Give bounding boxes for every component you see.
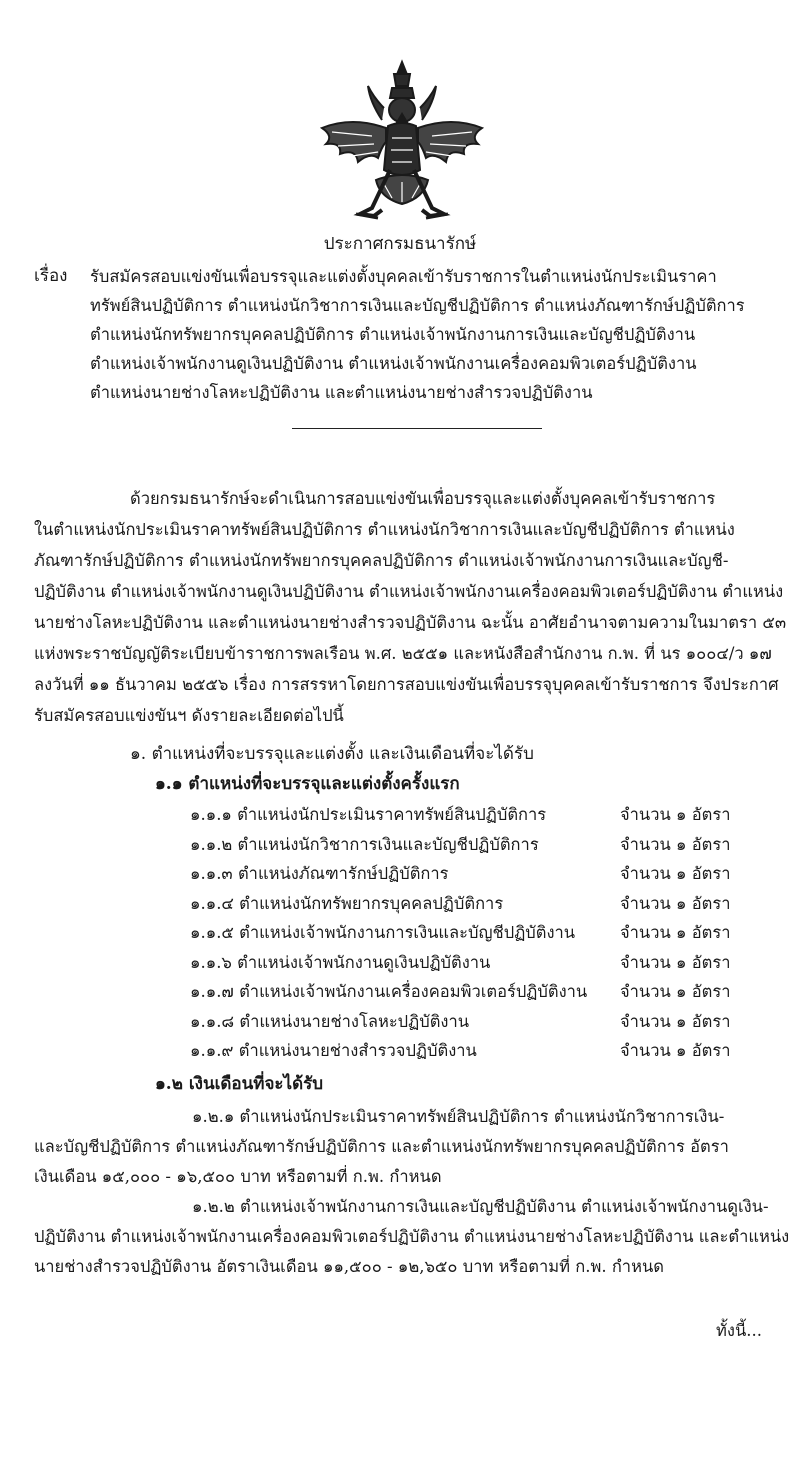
divider-line: [292, 428, 542, 429]
position-name: ๑.๑.๓ ตำแหน่งภัณฑารักษ์ปฏิบัติการ: [190, 864, 449, 883]
position-row: [190, 948, 770, 978]
position-name: ๑.๑.๖ ตำแหน่งเจ้าพนักงานดูเงินปฏิบัติงาน: [190, 952, 491, 972]
position-name: ๑.๑.๔ ตำแหน่งนักทรัพยากรบุคคลปฏิบัติการ: [190, 893, 504, 913]
position-row: [190, 830, 770, 860]
salary-line: ๑.๒.๑ ตำแหน่งนักประเมินราคาทรัพย์สินปฏิบัติการ ตำแหน่งนักวิชาการเงิน-: [192, 1107, 725, 1126]
subsection-heading-salary: ๑.๒ เงินเดือนที่จะได้รับ: [155, 1074, 324, 1094]
intro-line: ภัณฑารักษ์ปฏิบัติการ ตำแหน่งนักทรัพยากรบุคคลปฏิบัติการ ตำแหน่งเจ้าพนักงานการเงินและบัญชี-: [34, 551, 729, 570]
position-count: จำนวน ๑ อัตรา: [620, 805, 731, 824]
position-name: ๑.๑.๑ ตำแหน่งนักประเมินราคาทรัพย์สินปฏิบัติการ: [190, 805, 547, 824]
salary-line: และบัญชีปฏิบัติการ ตำแหน่งภัณฑารักษ์ปฏิบัติการ และตำแหน่งนักทรัพยากรบุคคลปฏิบัติการ อัตรา: [34, 1137, 729, 1156]
position-count: จำนวน ๑ อัตรา: [620, 834, 731, 854]
intro-line: ปฏิบัติงาน ตำแหน่งเจ้าพนักงานดูเงินปฏิบัติงาน ตำแหน่งเจ้าพนักงานเครื่องคอมพิวเตอร์ปฏิบัติงาน ตำแหน่ง: [34, 582, 784, 601]
position-row: [190, 918, 770, 948]
salary-paragraph-2: [34, 1192, 790, 1282]
position-row: [190, 800, 770, 830]
position-count: จำนวน ๑ อัตรา: [620, 893, 731, 913]
position-name: ๑.๑.๙ ตำแหน่งนายช่างสำรวจปฏิบัติงาน: [190, 1041, 477, 1060]
position-count: จำนวน ๑ อัตรา: [620, 982, 731, 1001]
position-name: ๑.๑.๕ ตำแหน่งเจ้าพนักงานการเงินและบัญชีปฏิบัติงาน: [190, 923, 576, 942]
position-row: [190, 977, 770, 1007]
intro-line: นายช่างโลหะปฏิบัติงาน และตำแหน่งนายช่างสำรวจปฏิบัติงาน ฉะนั้น อาศัยอำนาจตามความในมาตรา ๕๓: [34, 613, 787, 632]
continuation-text: ทั้งนี้...: [716, 1321, 762, 1340]
subject-line: รับสมัครสอบแข่งขันเพื่อบรรจุและแต่งตั้งบุคคลเข้ารับราชการในตำแหน่งนักประเมินราคา: [90, 267, 717, 286]
intro-line: แห่งพระราชบัญญัติระเบียบข้าราชการพลเรือน พ.ศ. ๒๕๕๑ และหนังสือสำนักงาน ก.พ. ที่ นร ๑๐๐๔/ว ๑๗: [34, 644, 772, 663]
subject-text: [90, 262, 780, 407]
salary-line: นายช่างสำรวจปฏิบัติงาน อัตราเงินเดือน ๑๑,๕๐๐ - ๑๒,๖๕๐ บาท หรือตามที่ ก.พ. กำหนด: [34, 1257, 664, 1276]
intro-paragraph: [34, 483, 787, 731]
position-count: จำนวน ๑ อัตรา: [620, 1041, 731, 1060]
intro-line: ในตำแหน่งนักประเมินราคาทรัพย์สินปฏิบัติการ ตำแหน่งนักวิชาการเงินและบัญชีปฏิบัติการ ตำแหน่ง: [34, 520, 735, 539]
position-count: จำนวน ๑ อัตรา: [620, 952, 731, 972]
subject-line: ตำแหน่งนายช่างโลหะปฏิบัติงาน และตำแหน่งนายช่างสำรวจปฏิบัติงาน: [90, 383, 593, 402]
salary-paragraph-1: [34, 1102, 774, 1192]
subsection-heading-positions: ๑.๑ ตำแหน่งที่จะบรรจุและแต่งตั้งครั้งแรก: [155, 774, 460, 794]
position-count: จำนวน ๑ อัตรา: [620, 864, 731, 883]
position-count: จำนวน ๑ อัตรา: [620, 923, 731, 942]
subject-line: ตำแหน่งนักทรัพยากรบุคคลปฏิบัติการ ตำแหน่งเจ้าพนักงานการเงินและบัญชีปฏิบัติงาน: [90, 325, 696, 344]
position-row: [190, 889, 770, 919]
position-row: [190, 859, 770, 889]
position-name: ๑.๑.๘ ตำแหน่งนายช่างโลหะปฏิบัติงาน: [190, 1011, 470, 1031]
subject-line: ทรัพย์สินปฏิบัติการ ตำแหน่งนักวิชาการเงินและบัญชีปฏิบัติการ ตำแหน่งภัณฑารักษ์ปฏิบัติการ: [90, 296, 745, 315]
salary-line: ปฏิบัติงาน ตำแหน่งเจ้าพนักงานเครื่องคอมพิวเตอร์ปฏิบัติงาน ตำแหน่งนายช่างโลหะปฏิบัติงาน และตำแหน่ง: [34, 1227, 790, 1246]
position-name: ๑.๑.๒ ตำแหน่งนักวิชาการเงินและบัญชีปฏิบัติการ: [190, 834, 539, 854]
position-name: ๑.๑.๗ ตำแหน่งเจ้าพนักงานเครื่องคอมพิวเตอร์ปฏิบัติงาน: [190, 982, 588, 1001]
section-heading: ๑. ตำแหน่งที่จะบรรจุและแต่งตั้ง และเงินเดือนที่จะได้รับ: [130, 744, 534, 764]
intro-line: รับสมัครสอบแข่งขันฯ ดังรายละเอียดต่อไปนี้: [34, 706, 344, 725]
position-count: จำนวน ๑ อัตรา: [620, 1011, 731, 1031]
position-row: [190, 1036, 770, 1066]
garuda-emblem-icon: [312, 58, 492, 228]
intro-line: ด้วยกรมธนารักษ์จะดำเนินการสอบแข่งขันเพื่อบรรจุและแต่งตั้งบุคคลเข้ารับราชการ: [130, 489, 716, 508]
position-row: [190, 1007, 770, 1037]
subject-label: เรื่อง: [34, 266, 68, 286]
announcement-title: ประกาศกรมธนารักษ์: [323, 234, 477, 254]
subject-line: ตำแหน่งเจ้าพนักงานดูเงินปฏิบัติงาน ตำแหน่งเจ้าพนักงานเครื่องคอมพิวเตอร์ปฏิบัติงาน: [90, 354, 697, 373]
positions-list: [190, 800, 770, 1066]
intro-line: ลงวันที่ ๑๑ ธันวาคม ๒๕๕๖ เรื่อง การสรรหาโดยการสอบแข่งขันเพื่อบรรจุบุคคลเข้ารับราชการ จึงประกาศ: [34, 675, 779, 694]
salary-line: เงินเดือน ๑๕,๐๐๐ - ๑๖,๕๐๐ บาท หรือตามที่ ก.พ. กำหนด: [34, 1167, 442, 1186]
salary-line: ๑.๒.๒ ตำแหน่งเจ้าพนักงานการเงินและบัญชีปฏิบัติงาน ตำแหน่งเจ้าพนักงานดูเงิน-: [192, 1197, 769, 1216]
